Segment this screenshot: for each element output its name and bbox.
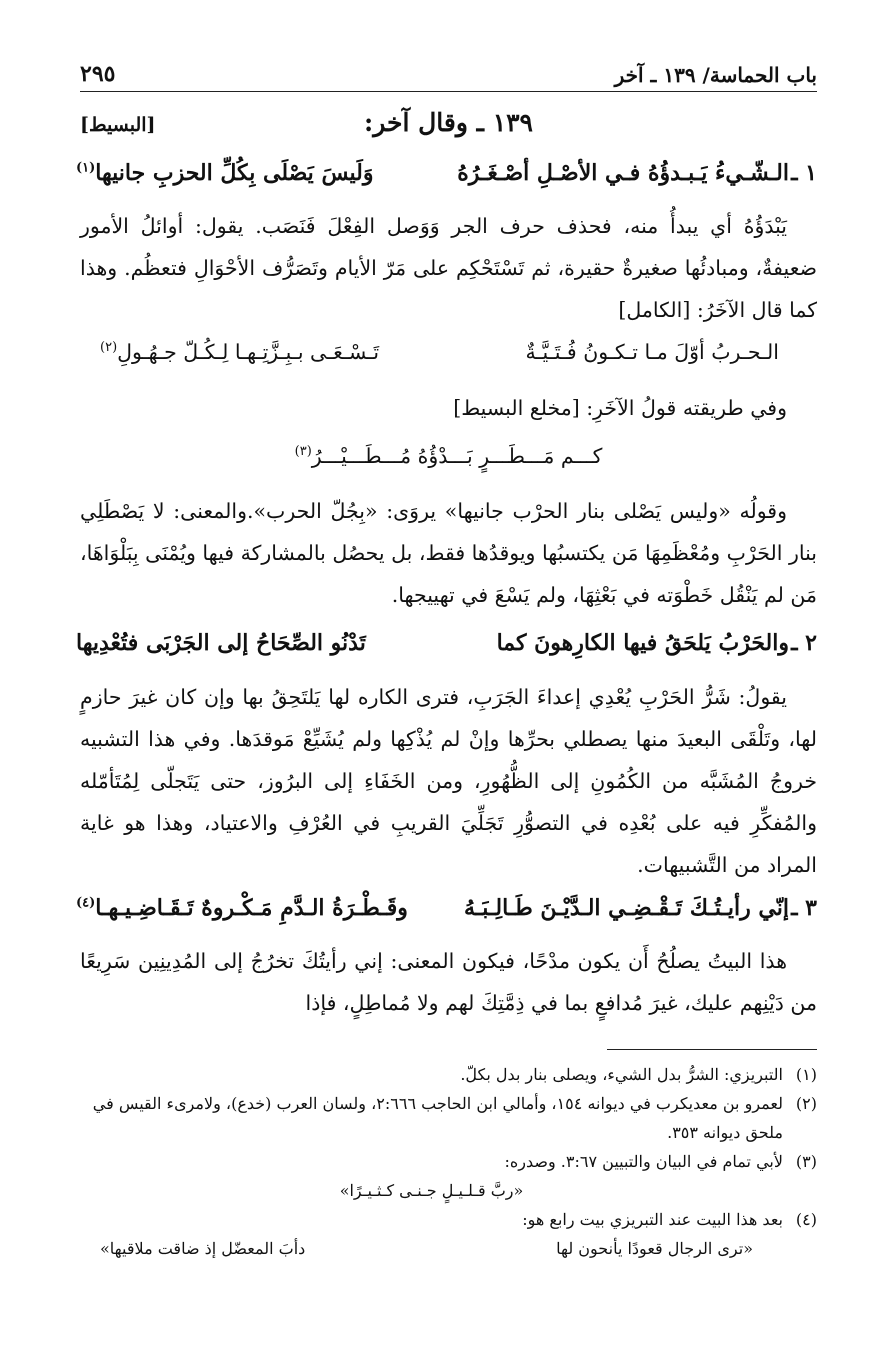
footnote-text: بعد هذا البيت عند التبريزي بيت رابع هو: xyxy=(522,1210,783,1229)
footnote-2 xyxy=(80,1089,817,1147)
running-head-title: باب الحماسة/ ١٣٩ ـ آخر xyxy=(614,63,817,87)
footnote-verse-second: دأبَ المعضّل إذ ضاقت ملاقيها» xyxy=(100,1239,306,1258)
poem-heading xyxy=(80,108,817,148)
quoted-second-hemistich: تَـسْـعَـى بـبِـزَّتِـهـا لِـكُـلّ جـهُـولِ$^{(٢)}$ xyxy=(100,340,380,364)
verse-number: ٣ ـ xyxy=(791,895,817,921)
verse-second-hemistich: وقَـطْـرَةُ الـدَّمِ مَـكْـروهٌ تَـقَـاضِـيـهـا$^{(٤)}$ xyxy=(76,895,408,921)
footnote-4-verse xyxy=(80,1234,817,1263)
footnote-ref: (٣) xyxy=(294,444,312,460)
paragraph: يقولُ: شَرُّ الحَرْبِ يُعْدِي إعداءَ الجَرَبِ، فترى الكاره لها يَلتَحِقُ بها وإن كان غيرَ حازمٍ لها، وتَلْقَى البعيدَ منها يصطلي بحرِّها وإنْ لم يُذْكِها ولم يُشَيِّعْ مَوقدَها. وفي هذا التشبيه خروجُ المُشَبَّه من الكُمُونِ إلى الظُّهُورِ، ومن الخَفَاءِ إلى البرُوز، حتى يَتَجلّى لِمُتَأمّله والمُفكِّرِ فيه على بُعْدِه في التصوُّرِ تَجَلِّيَ القريبِ في العُرْفِ والاعتياد، وهذا هو غاية المراد من التَّشبيهات. xyxy=(80,685,817,877)
commentary-5 xyxy=(80,940,817,1024)
verse-second-hemistich: تَدْنُو الصِّحَاحُ إلى الجَرْبَى فتُعْدِيها xyxy=(76,630,366,656)
footnote-ref: (٢) xyxy=(100,340,118,356)
commentary-4 xyxy=(80,676,817,886)
paragraph: وفي طريقته قولُ الآخَرِ: [مخلع البسيط] xyxy=(453,396,787,420)
verse-2 xyxy=(76,630,817,670)
quoted-first-hemistich: الـحـربُ أوّلَ مـا تـكـونُ فُـتَـيَّـةٌ xyxy=(525,340,779,364)
footnote-3-verse: «ربَّ قـلـيـلٍ جـنـى كـثـيـرًا» xyxy=(339,1181,524,1200)
verse-first-hemistich: إنّي رأيـتُـكَ تَـقْـضِـي الـدَّيْـنَ طَـالِـبَـهُ xyxy=(464,895,789,921)
paragraph: يَبْدَؤُهُ أي يبدأُ منه، فحذف حرف الجر وَوَصل الفِعْلَ فَنَصَب. يقول: أوائلُ الأمور ضعيفةٌ، ومبادئُها صغيرةٌ حقيرة، ثم تَسْتَحْكِم على مَرّ الأيام وتَصَرُّف الأحْوَالِ فتعظُم. وهذا كما قال الآخَرُ: [الكامل] xyxy=(80,214,817,322)
verse-second-hemistich: وَلَيسَ يَصْلَى بِكُلِّ الحزبِ جانيها$^{(١)}$ xyxy=(76,160,374,186)
footnote-4 xyxy=(80,1205,817,1234)
footnote-number: (٣) xyxy=(795,1152,817,1171)
footnote-ref: (١) xyxy=(76,160,96,176)
commentary-1 xyxy=(80,205,817,331)
verse-number: ٢ ـ xyxy=(791,630,817,656)
quoted-verse-1 xyxy=(100,340,779,380)
commentary-2 xyxy=(80,396,817,420)
footnote-1 xyxy=(80,1060,817,1089)
paragraph: وقولُه «وليس يَصْلى بنار الحرْب جانيها» يروَى: «بِجُلّ الحرب».والمعنى: لا يَصْطَلِي بنار الحَرْبِ ومُعْظَمِهَا مَن يكتسبُها ويوقدُها فقط، بل يحصُل بالمشاركة فيها ويُمْنَى بِبَلْوَاهَا، مَن لم يَنْقُل خَطْوَته في بَعْثِهَا، ولم يَسْعَ في تهييجها. xyxy=(80,499,817,607)
verse-first-hemistich: والحَرْبُ يَلحَقُ فيها الكارِهونَ كما xyxy=(496,630,789,656)
footnote-verse-first: «ترى الرجال قعودًا يأنحون لها xyxy=(556,1239,753,1258)
footnote-number: (٢) xyxy=(795,1094,817,1113)
footnote-text: التبريزي: الشرُّ بدل الشيء، ويصلى بنار بدل بكلّ. xyxy=(460,1065,783,1084)
footnote-ref: (٤) xyxy=(76,895,96,911)
footnote-text: لأبي تمام في البيان والتبيين ٣:٦٧. وصدره: xyxy=(504,1152,783,1171)
poem-meter: [البسيط] xyxy=(80,114,156,136)
verse-number: ١ ـ xyxy=(791,160,817,186)
footnote-number: (٤) xyxy=(795,1210,817,1229)
running-head xyxy=(80,58,817,92)
quoted-verse-2 xyxy=(80,444,817,468)
footnote-separator xyxy=(607,1049,817,1050)
footnotes xyxy=(80,1060,817,1263)
footnote-text: لعمرو بن معديكرب في ديوانه ١٥٤، وأمالي ابن الحاجب ٢:٦٦٦، ولسان العرب (خدع)، ولامرىء القيس في ملحق ديوانه ٣٥٣. xyxy=(92,1094,783,1142)
paragraph: هذا البيتُ يصلُحُ أَن يكون مدْحًا، فيكون المعنى: إني رأيتُكَ تخرُجُ إلى المُدِينِين سَرِيعًا من دَيْنِهم عليك، غيرَ مُدافعٍ بما في ذِمَّتِكَ لهم ولا مُماطِلٍ، فإذا xyxy=(80,949,817,1015)
footnote-3 xyxy=(80,1147,817,1176)
poem-title: ١٣٩ ـ وقال آخر: xyxy=(364,108,533,137)
verse-3 xyxy=(76,895,817,935)
quoted-hemistich: كـــم مَـــطَـــرٍ بَـــدْؤُهُ مُـــطَـــيْـــرُ xyxy=(311,444,603,468)
verse-first-hemistich: الـشّـيءُ يَـبـدؤُهُ فـي الأصْـلِ أصْـغَـرُهُ xyxy=(457,160,789,186)
commentary-3 xyxy=(80,490,817,616)
footnote-number: (١) xyxy=(795,1065,817,1084)
page-number: ٢٩٥ xyxy=(80,61,116,87)
verse-1 xyxy=(76,160,817,200)
